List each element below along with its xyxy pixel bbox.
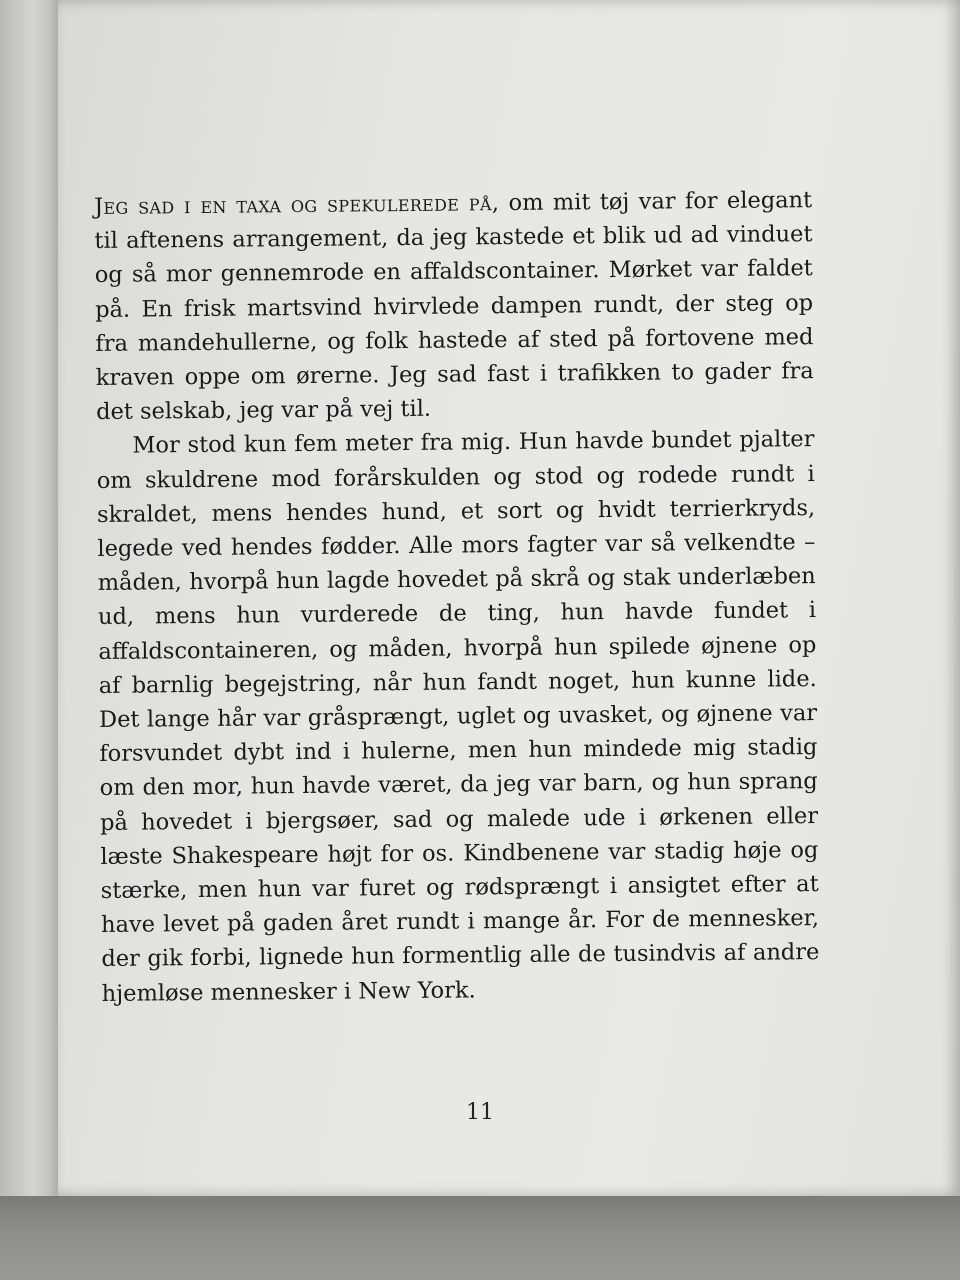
paragraph-1-text: om mit tøj var for elegant til aftenens arrangement, da jeg kastede et blik ud ad vinduet og så mor gennemrode en affaldscontainer. Mørket var faldet på. En frisk martsvind hvirvlede dampen rundt, der steg op fra mandehullerne, og folk hastede af sted på fortovene med kraven oppe om ørerne. Jeg sad fast i trafikken to gader fra det selskab, jeg var på vej til. [94,187,814,426]
left-page-edge [0,0,60,1210]
paragraph-2 [96,423,820,1011]
page-bottom-shadow [0,1196,960,1280]
page-number: 11 [466,1100,494,1125]
paragraph-2-text: Mor stod kun fem meter fra mig. Hun havde bundet pjalter om skuldrene mod forårskulden og stod og rodede rundt i skraldet, mens hendes hund, et sort og hvidt terrierkryds, legede ved hendes fødder. Alle mors fagter var så velkendte – måden, hvorpå hun lagde hovedet på skrå og stak underlæben ud, mens hun vurderede de ting, hun havde fundet i affaldscontaineren, og måden, hvorpå hun spilede øjnene op af barnlig begejstring, når hun fandt noget, hun kunne lide. Det lange hår var gråsprængt, uglet og uvasket, og øjnene var forsvundet dybt ind i hulerne, men hun mindede mig stadig om den mor, hun havde været, da jeg var barn, og hun sprang på hovedet i bjergsøer, sad og malede ude i ørkenen eller læste Shakespeare højt for os. Kindbenene var stadig høje og stærke, men hun var furet og rødsprængt i ansigtet efter at have levet på gaden året rundt i mange år. For de mennesker, der gik forbi, lignede hun formentlig alle de tusindvis af andre hjemløse mennesker i New York. [96,426,820,1007]
paragraph-1-lead: Jeg sad i en taxa og spekulerede på, [94,190,500,220]
paragraph-1 [94,183,814,429]
body-text [94,183,820,1011]
